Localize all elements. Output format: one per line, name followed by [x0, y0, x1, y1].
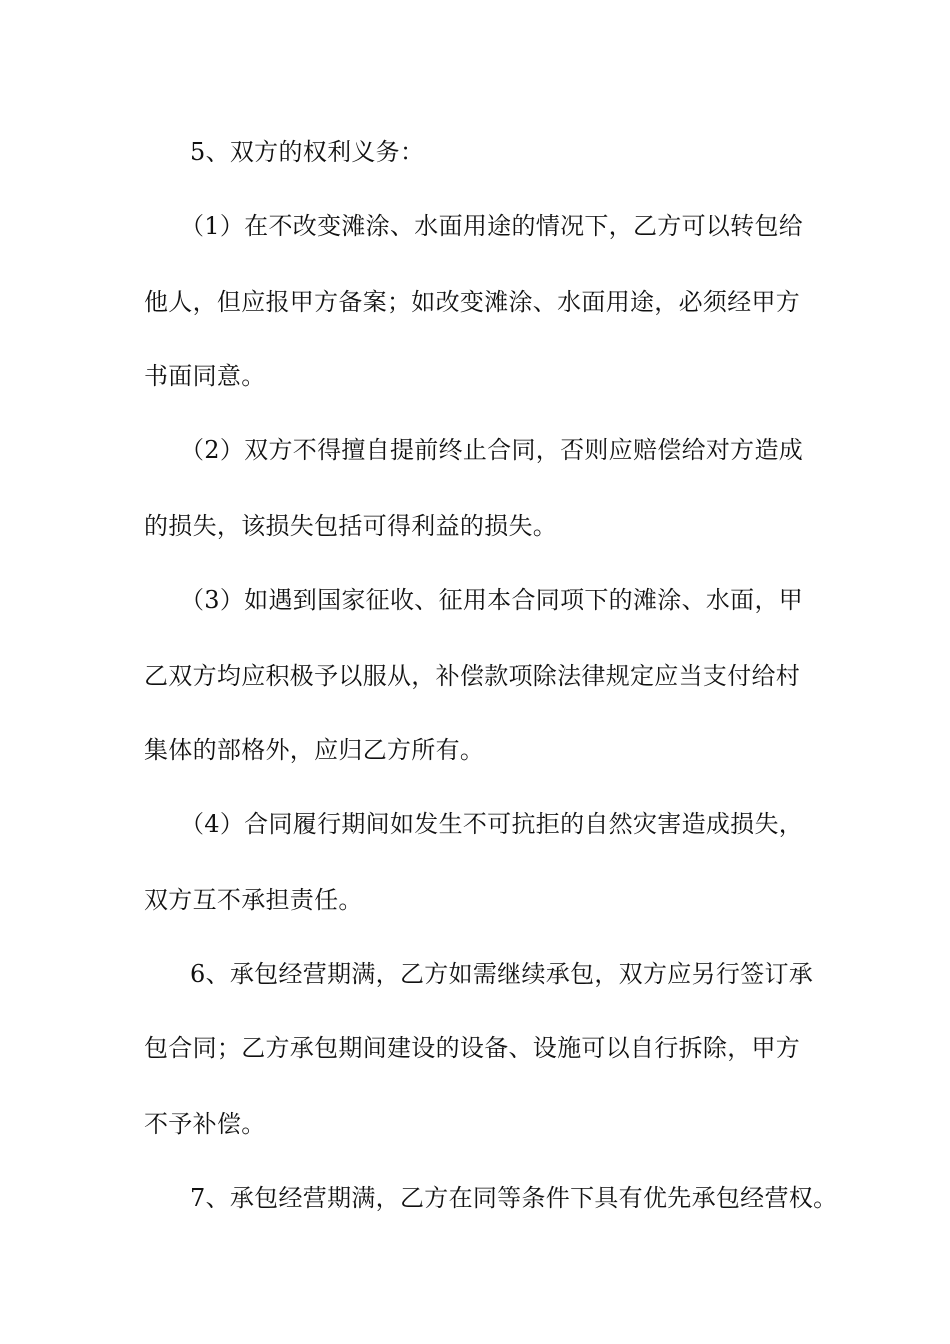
- clause-3-line-2: 乙双方均应积极予以服从，补偿款项除法律规定应当支付给村: [144, 662, 801, 690]
- clause-2-line-1: （2）双方不得擅自提前终止合同，否则应赔偿给对方造成: [180, 436, 804, 464]
- section-6-line-3: 不予补偿。: [144, 1110, 266, 1138]
- clause-2-line-2: 的损失，该损失包括可得利益的损失。: [144, 512, 558, 540]
- clause-1-line-2: 他人，但应报甲方备案；如改变滩涂、水面用途，必须经甲方: [144, 288, 801, 316]
- clause-1-line-1: （1）在不改变滩涂、水面用途的情况下，乙方可以转包给: [180, 212, 804, 240]
- clause-1-line-3: 书面同意。: [144, 362, 266, 390]
- section-5-heading: 5、双方的权利义务：: [190, 138, 425, 166]
- clause-4-line-2: 双方互不承担责任。: [144, 886, 363, 914]
- section-6-line-2: 包合同；乙方承包期间建设的设备、设施可以自行拆除，甲方: [144, 1034, 801, 1062]
- clause-3-line-3: 集体的部格外，应归乙方所有。: [144, 736, 485, 764]
- section-7-line-1: 7、承包经营期满，乙方在同等条件下具有优先承包经营权。: [190, 1184, 838, 1212]
- clause-4-line-1: （4）合同履行期间如发生不可抗拒的自然灾害造成损失，: [180, 810, 804, 838]
- clause-3-line-1: （3）如遇到国家征收、征用本合同项下的滩涂、水面，甲: [180, 586, 804, 614]
- section-6-line-1: 6、承包经营期满，乙方如需继续承包，双方应另行签订承: [190, 960, 814, 988]
